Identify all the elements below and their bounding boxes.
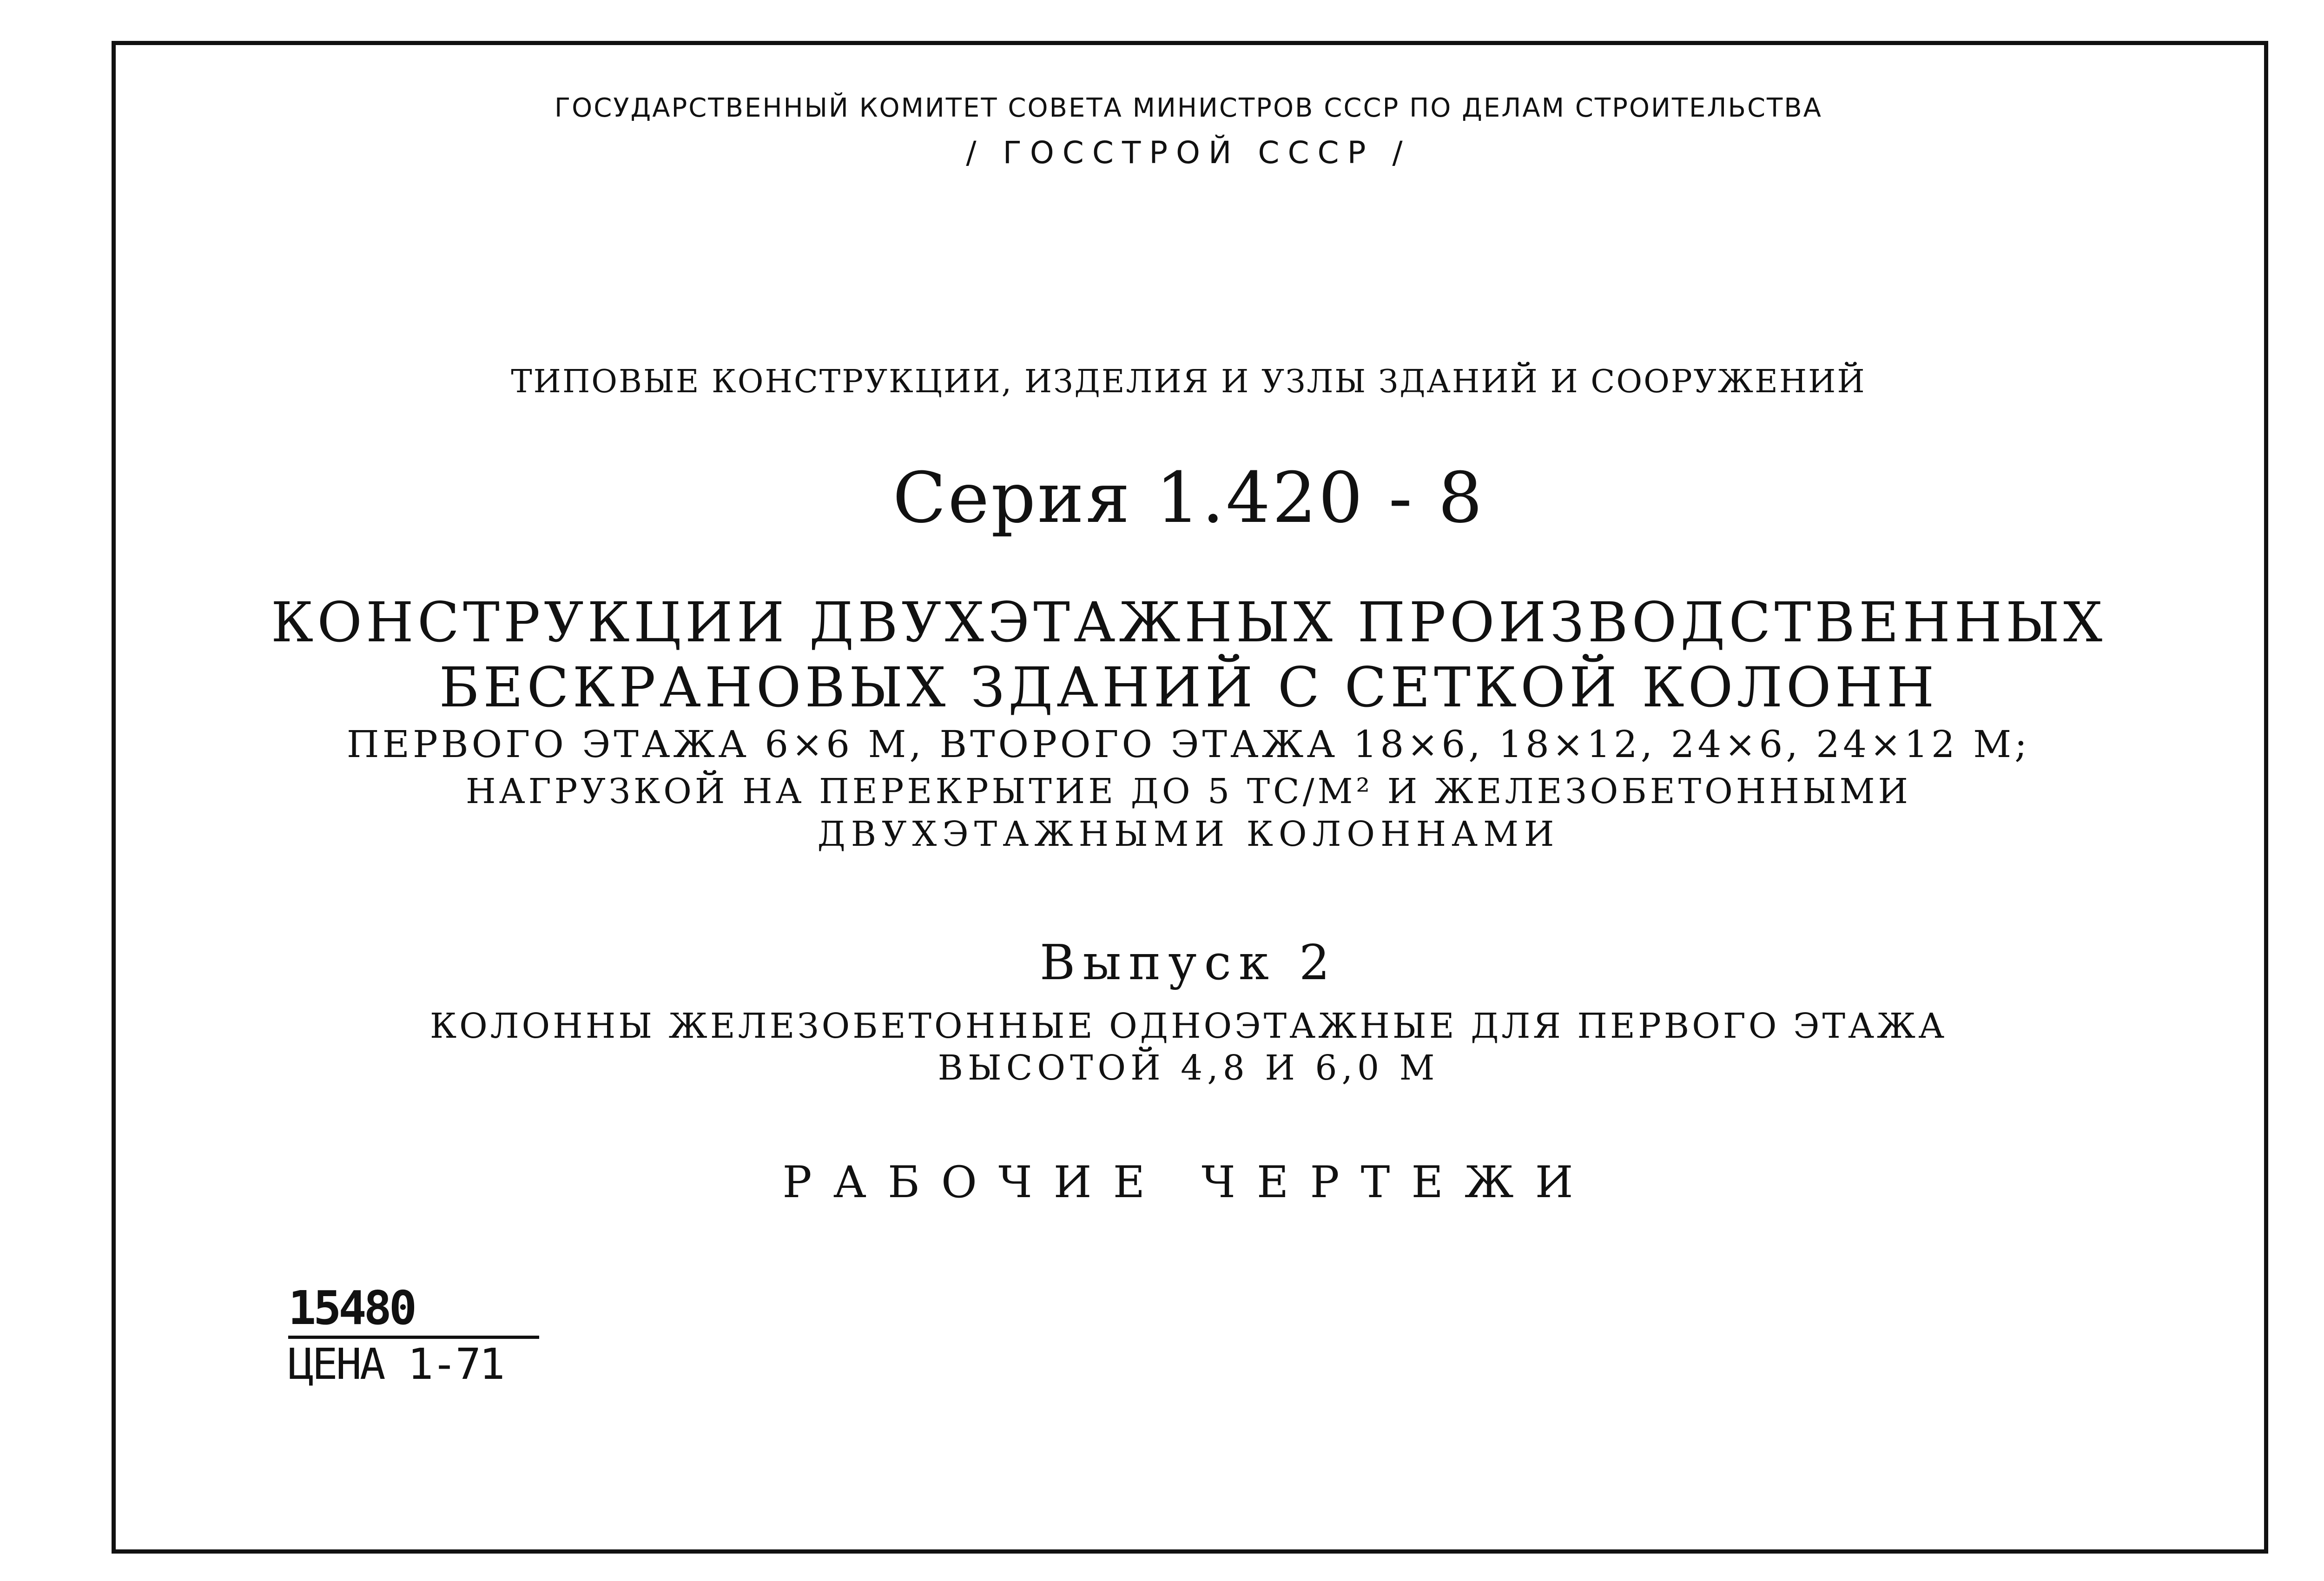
authority-abbreviation: / ГОССТРОЙ СССР / <box>966 135 1411 171</box>
catalog-number: 15480 <box>288 1281 415 1335</box>
catalog-code-block <box>288 1283 539 1390</box>
issue-label: Выпуск 2 <box>1039 934 1338 991</box>
document-title-line-2: БЕСКРАНОВЫХ ЗДАНИЙ С СЕТКОЙ КОЛОНН <box>439 655 1938 719</box>
issue-description-line-2: ВЫСОТОЙ 4,8 И 6,0 М <box>938 1048 1439 1088</box>
catalog-price: ЦЕНА 1-71 <box>288 1339 503 1389</box>
catalog-divider <box>288 1336 539 1339</box>
authority-line: ГОСУДАРСТВЕННЫЙ КОМИТЕТ СОВЕТА МИНИСТРОВ СССР ПО ДЕЛАМ СТРОИТЕЛЬСТВА <box>555 93 1822 123</box>
document-title-line-1: КОНСТРУКЦИИ ДВУХЭТАЖНЫХ ПРОИЗВОДСТВЕННЫХ <box>271 590 2106 654</box>
issue-description-line-1: КОЛОННЫ ЖЕЛЕЗОБЕТОННЫЕ ОДНОЭТАЖНЫЕ ДЛЯ ПЕРВОГО ЭТАЖА <box>429 1006 1948 1046</box>
document-title-line-3: ПЕРВОГО ЭТАЖА 6×6 М, ВТОРОГО ЭТАЖА 18×6, 18×12, 24×6, 24×12 М; <box>346 723 2031 766</box>
document-title-line-4: НАГРУЗКОЙ НА ПЕРЕКРЫТИЕ ДО 5 ТС/М² И ЖЕЛЕЗОБЕТОННЫМИ <box>466 771 1911 811</box>
working-drawings-label: РАБОЧИЕ ЧЕРТЕЖИ <box>782 1157 1595 1208</box>
document-title-line-5: ДВУХЭТАЖНЫМИ КОЛОННАМИ <box>817 814 1560 854</box>
series-title: Серия 1.420 - 8 <box>892 458 1485 539</box>
category-heading: ТИПОВЫЕ КОНСТРУКЦИИ, ИЗДЕЛИЯ И УЗЛЫ ЗДАНИЙ И СООРУЖЕНИЙ <box>511 363 1866 400</box>
